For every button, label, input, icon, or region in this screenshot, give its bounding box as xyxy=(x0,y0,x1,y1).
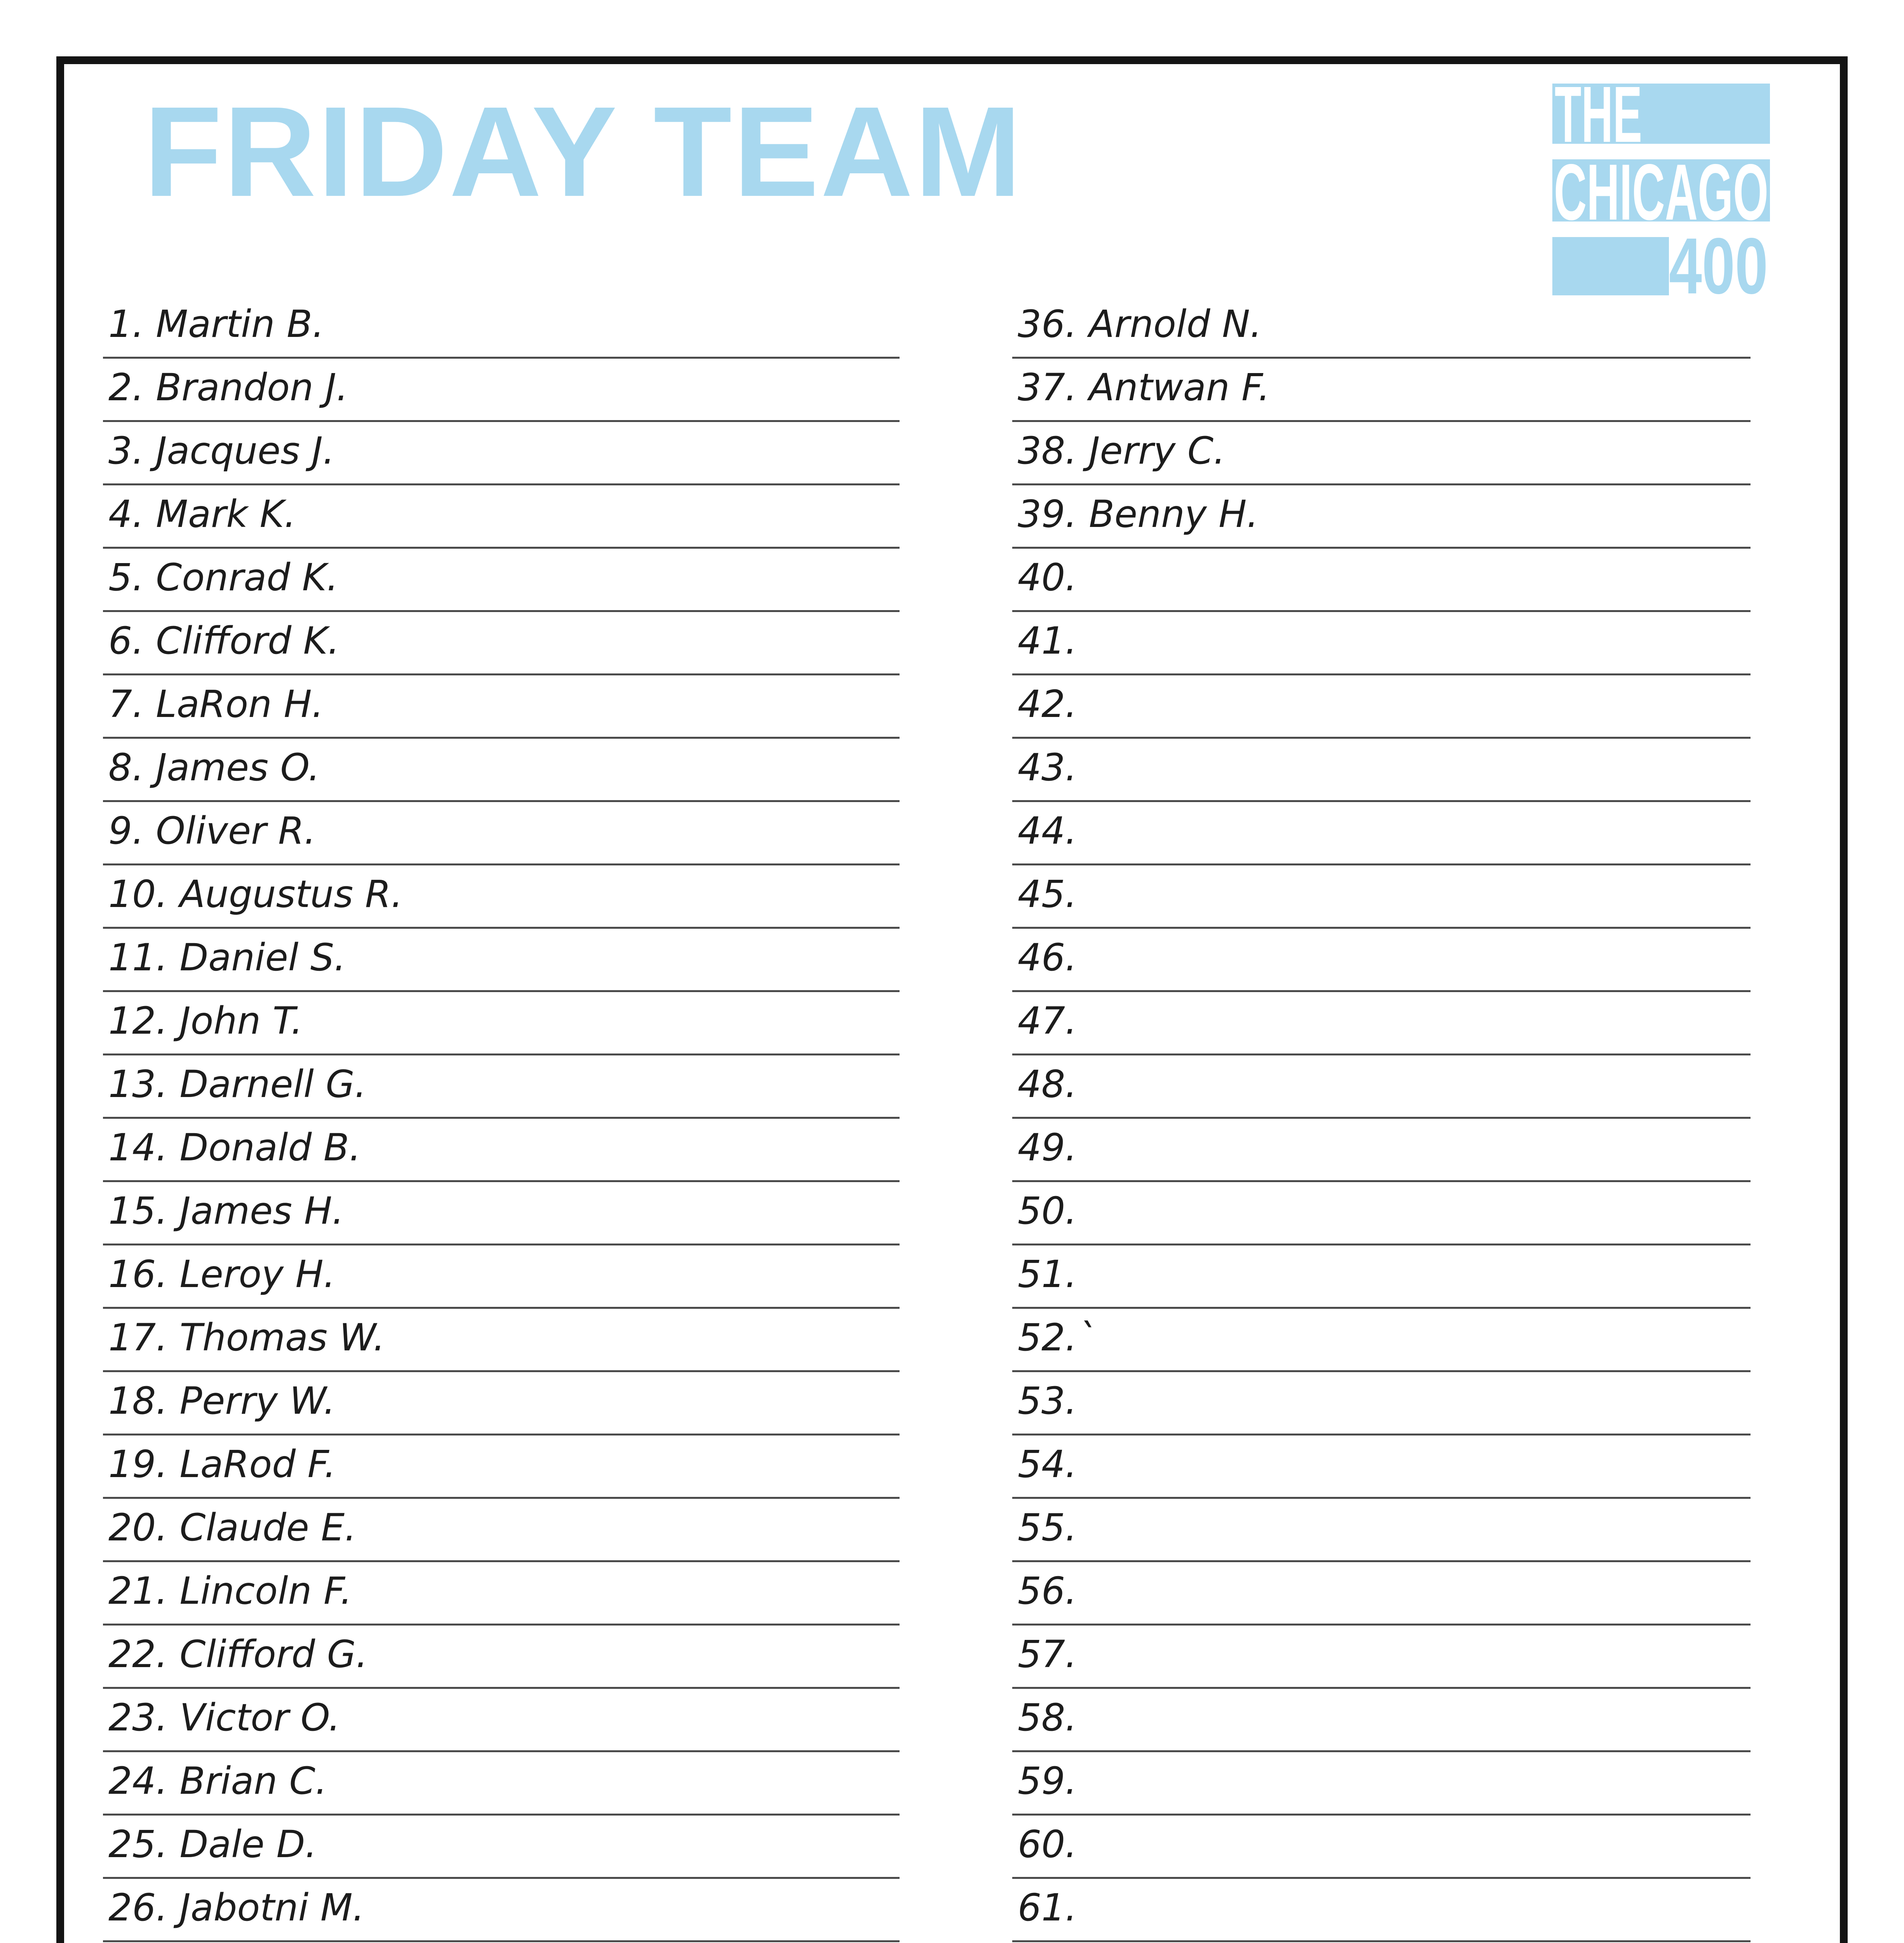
roster-row: 58. xyxy=(1012,1689,1751,1752)
roster-row: 54. xyxy=(1012,1435,1751,1499)
roster-row: 39. Benny H. xyxy=(1012,485,1751,549)
roster-row: 15. James H. xyxy=(103,1182,900,1245)
roster-row: 2. Brandon J. xyxy=(103,359,900,422)
roster-row: 1. Martin B. xyxy=(103,295,900,359)
roster-row: 50. xyxy=(1012,1182,1751,1245)
roster-row: 23. Victor O. xyxy=(103,1689,900,1752)
roster-row: 17. Thomas W. xyxy=(103,1309,900,1372)
roster-row: 56. xyxy=(1012,1562,1751,1626)
roster-row: 48. xyxy=(1012,1055,1751,1119)
roster-row: 8. James O. xyxy=(103,739,900,802)
roster-row: 6. Clifford K. xyxy=(103,612,900,675)
roster-row: 55. xyxy=(1012,1499,1751,1562)
roster-row: 4. Mark K. xyxy=(103,485,900,549)
roster-row: 49. xyxy=(1012,1119,1751,1182)
roster-row: 36. Arnold N. xyxy=(1012,295,1751,359)
roster-row: 51. xyxy=(1012,1245,1751,1309)
roster-row: 21. Lincoln F. xyxy=(103,1562,900,1626)
roster-row: 7. LaRon H. xyxy=(103,675,900,739)
roster-right-column xyxy=(1012,295,1751,1943)
svg-text:CHICAGO: CHICAGO xyxy=(1554,148,1768,237)
roster-row: 60. xyxy=(1012,1816,1751,1879)
roster-row: 22. Clifford G. xyxy=(103,1626,900,1689)
roster-row: 25. Dale D. xyxy=(103,1816,900,1879)
roster-row: 57. xyxy=(1012,1626,1751,1689)
roster-row: 24. Brian C. xyxy=(103,1752,900,1816)
roster-row: 13. Darnell G. xyxy=(103,1055,900,1119)
roster-row: 26. Jabotni M. xyxy=(103,1879,900,1942)
roster-row: 38. Jerry C. xyxy=(1012,422,1751,485)
roster-row: 19. LaRod F. xyxy=(103,1435,900,1499)
roster-row: 3. Jacques J. xyxy=(103,422,900,485)
roster-row: 18. Perry W. xyxy=(103,1372,900,1435)
roster-row: 11. Daniel S. xyxy=(103,929,900,992)
roster-row: 45. xyxy=(1012,865,1751,929)
chicago-400-logo xyxy=(1552,70,1770,310)
roster-row: 44. xyxy=(1012,802,1751,865)
roster-row: 41. xyxy=(1012,612,1751,675)
roster-row: 9. Oliver R. xyxy=(103,802,900,865)
roster-row: 47. xyxy=(1012,992,1751,1055)
roster-row: 14. Donald B. xyxy=(103,1119,900,1182)
roster-row: 46. xyxy=(1012,929,1751,992)
roster-row: 42. xyxy=(1012,675,1751,739)
roster-row: 59. xyxy=(1012,1752,1751,1816)
roster-row: 5. Conrad K. xyxy=(103,549,900,612)
svg-text:THE: THE xyxy=(1555,70,1642,159)
svg-text:400: 400 xyxy=(1669,222,1768,310)
roster-row: 37. Antwan F. xyxy=(1012,359,1751,422)
page-title: FRIDAY TEAM xyxy=(144,80,1023,223)
roster-row: 52.` xyxy=(1012,1309,1751,1372)
roster-row: 20. Claude E. xyxy=(103,1499,900,1562)
roster-row: 61. xyxy=(1012,1879,1751,1942)
roster-row: 40. xyxy=(1012,549,1751,612)
roster-left-column xyxy=(103,295,900,1943)
roster-row: 12. John T. xyxy=(103,992,900,1055)
roster-row: 10. Augustus R. xyxy=(103,865,900,929)
roster-row: 16. Leroy H. xyxy=(103,1245,900,1309)
roster-row: 43. xyxy=(1012,739,1751,802)
roster-row: 53. xyxy=(1012,1372,1751,1435)
